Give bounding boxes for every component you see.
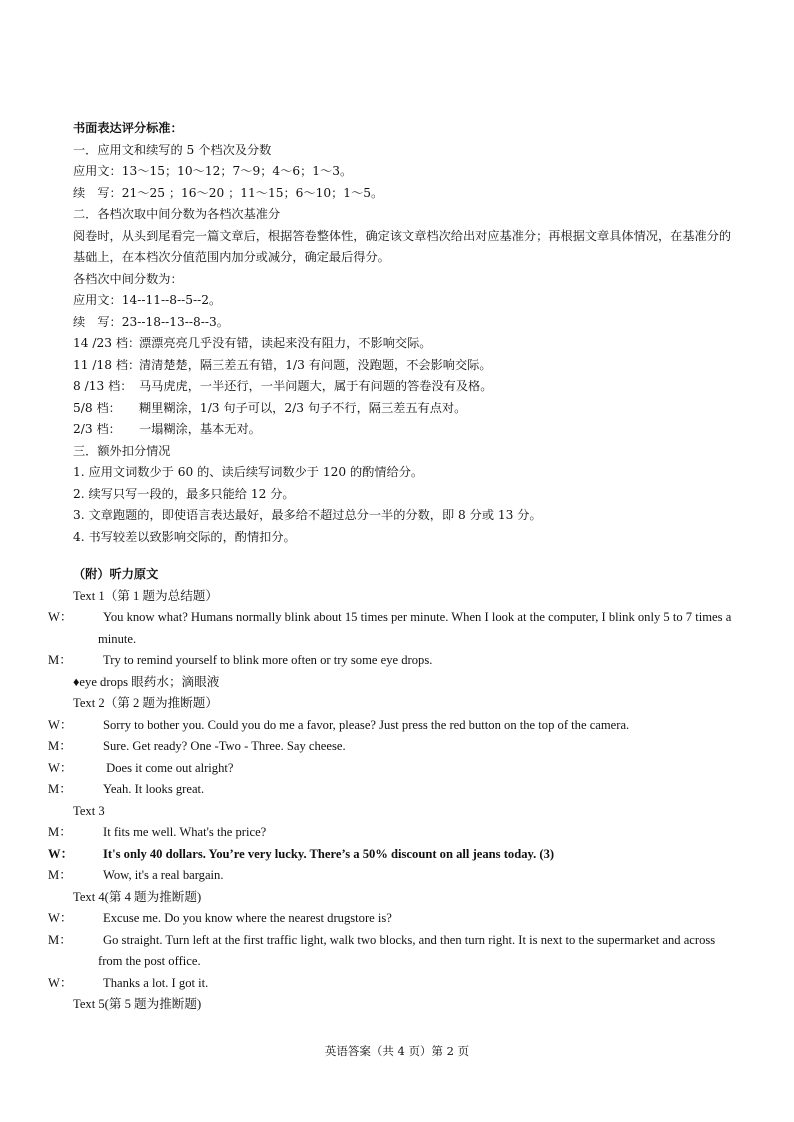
dialogue-line (48, 607, 733, 650)
speaker-label: M： (48, 739, 72, 753)
dialogue-line (48, 865, 733, 887)
speaker-label: W： (48, 610, 73, 624)
speaker-label: M： (48, 782, 72, 796)
level-desc: 一塌糊涂，基本无对。 (139, 422, 261, 436)
section-3-heading: 三．额外扣分情况 (73, 443, 171, 458)
text-1-heading: Text 1（第 1 题为总结题） (73, 588, 218, 603)
speaker-label: W： (48, 911, 73, 925)
speaker-label: W： (48, 975, 73, 990)
dialogue-line (48, 758, 733, 780)
text-3-heading: Text 3 (73, 803, 105, 818)
dialogue-text: Thanks a lot. I got it. (103, 975, 209, 990)
dialogue-text: Sorry to bother you. Could you do me a favor, please? Just press the red button on the top of the camera. (103, 717, 630, 732)
dialogue-text: Wow, it's a real bargain. (103, 868, 224, 882)
score-line-continuation: 续 写：21～25 ；16～20 ；11～15；6～10；1～5。 (73, 185, 384, 200)
dialogue-line (48, 779, 733, 801)
level-row (73, 333, 733, 355)
level-desc: 马马虎虎，一半还行，一半问题大，属于有问题的答卷没有及格。 (139, 379, 493, 393)
score-line-practical: 应用文：13～15；10～12；7～9；4～6；1～3。 (73, 164, 353, 178)
deduction-item: 1. 应用文词数少于 60 的、读后续写词数少于 120 的酌情给分。 (73, 465, 424, 479)
mid-scores-continuation: 续 写：23--18--13--8--3。 (73, 314, 229, 329)
level-label: 11 /18 档： (73, 357, 141, 372)
dialogue-text: Yeah. It looks great. (103, 782, 205, 796)
dialogue-text: You know what? Humans normally blink about 15 times per minute. When I look at the computer, I blink only 5 to 7 times a minute. (98, 610, 732, 646)
page-footer: 英语答案（共 4 页）第 2 页 (324, 1044, 470, 1058)
dialogue-line-answer (48, 844, 733, 866)
speaker-label: M： (48, 932, 72, 947)
level-desc: 糊里糊涂，1/3 句子可以，2/3 句子不行，隔三差五有点对。 (139, 400, 467, 415)
listening-title: （附）听力原文 (73, 567, 159, 581)
speaker-label: M： (48, 825, 72, 839)
level-desc: 清清楚楚，隔三差五有错，1/3 有问题，没跑题，不会影响交际。 (139, 357, 492, 372)
dialogue-line (48, 822, 733, 844)
level-desc: 漂漂亮亮几乎没有错，读起来没有阻力，不影响交际。 (139, 336, 432, 350)
level-row (73, 419, 733, 441)
level-row (73, 355, 733, 377)
dialogue-text: Sure. Get ready? One -Two - Three. Say cheese. (103, 739, 346, 753)
section-spacer (73, 548, 733, 564)
dialogue-text: Go straight. Turn left at the first traffic light, walk two blocks, and then turn right. It is next to the supermarket and across from the post office. (98, 932, 716, 968)
speaker-label: M： (48, 868, 72, 882)
dialogue-line (48, 908, 733, 930)
section-2-heading: 二．各档次取中间分数为各档次基准分 (73, 207, 281, 221)
section-1-heading: 一．应用文和续写的 5 个档次及分数 (73, 142, 272, 157)
speaker-label: W： (48, 846, 74, 861)
level-label: 5/8 档： (73, 400, 121, 415)
document-body (48, 118, 733, 1016)
dialogue-text: It's only 40 dollars. You’re very lucky. There’s a 50% discount on all jeans today. (3) (103, 846, 555, 861)
deduction-item: 2. 续写只写一段的，最多只能给 12 分。 (73, 486, 295, 501)
speaker-label: W： (48, 760, 73, 775)
speaker-label: M： (48, 653, 72, 667)
dialogue-text: It fits me well. What's the price? (103, 825, 267, 839)
speaker-label: W： (48, 717, 73, 732)
dialogue-text: Excuse me. Do you know where the nearest drugstore is? (103, 911, 392, 925)
dialogue-line (48, 930, 733, 973)
dialogue-text: Try to remind yourself to blink more often or try some eye drops. (103, 653, 433, 667)
text-2-heading: Text 2（第 2 题为推断题） (73, 696, 218, 710)
level-label: 8 /13 档： (73, 379, 133, 393)
mid-scores-practical: 应用文：14--11--8--5--2。 (73, 293, 222, 307)
level-label: 14 /23 档： (73, 336, 141, 350)
level-row (73, 398, 733, 420)
mid-scores-heading: 各档次中间分数为： (73, 271, 183, 286)
level-label: 2/3 档： (73, 422, 121, 436)
section-2-paragraph: 阅卷时，从头到尾看完一篇文章后，根据答卷整体性，确定该文章档次给出对应基准分；再根据文章具体情况，在基准分的基础上，在本档次分值范围内加分或减分，确定最后得分。 (73, 228, 732, 264)
rubric-title: 书面表达评分标准： (73, 121, 183, 135)
dialogue-line (48, 650, 733, 672)
dialogue-text: Does it come out alright? (103, 760, 234, 775)
deduction-item: 3. 文章跑题的，即使语言表达最好，最多给不超过总分一半的分数，即 8 分或 13 分。 (73, 508, 542, 522)
dialogue-line (48, 973, 733, 995)
dialogue-line (48, 736, 733, 758)
text-5-heading: Text 5(第 5 题为推断题) (73, 997, 202, 1011)
vocab-note: ♦eye drops 眼药水；滴眼液 (73, 674, 220, 689)
text-4-heading: Text 4(第 4 题为推断题) (73, 889, 202, 904)
dialogue-line (48, 715, 733, 737)
level-row (73, 376, 733, 398)
deduction-item: 4. 书写较差以致影响交际的，酌情扣分。 (73, 529, 296, 544)
